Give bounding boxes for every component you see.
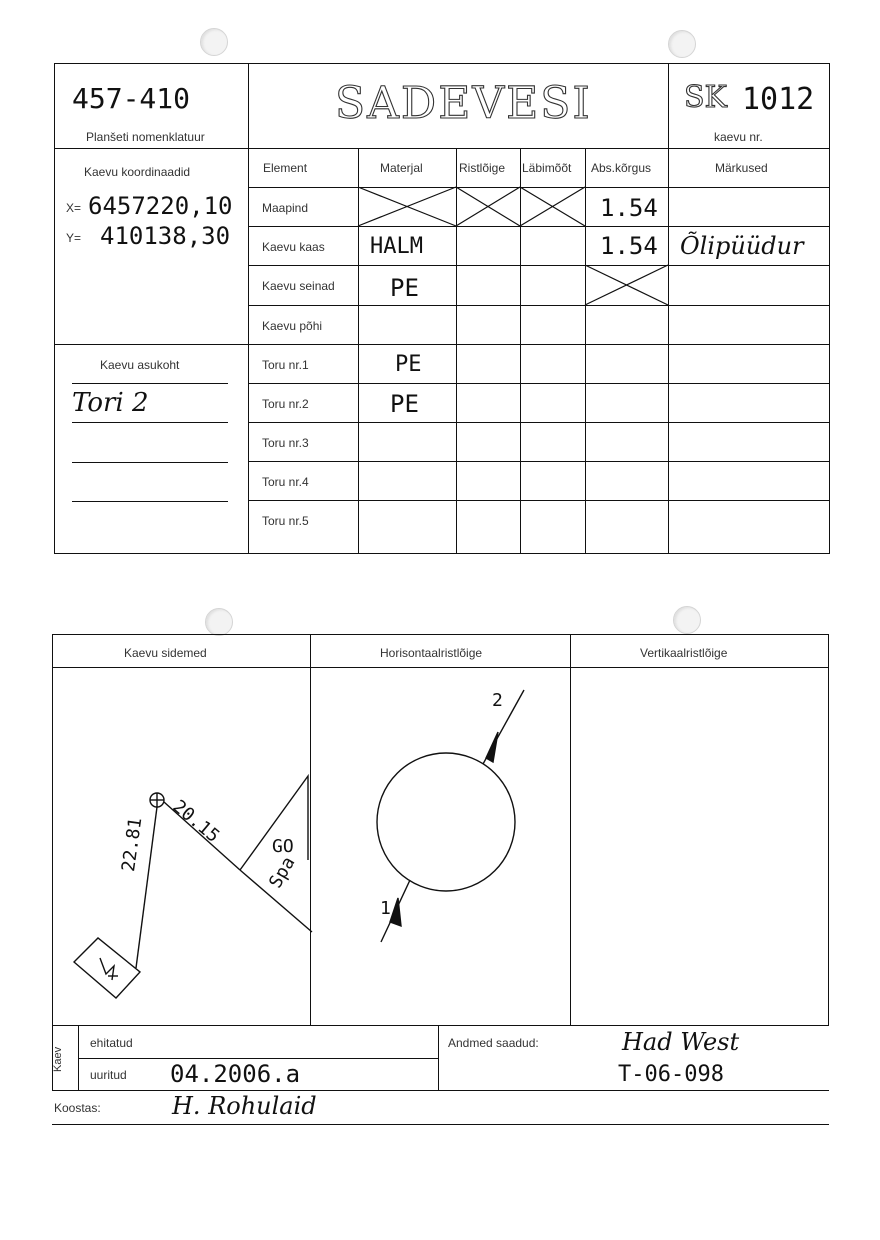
cell-abs-height: 1.54 bbox=[600, 194, 658, 222]
compiler-label: Koostas: bbox=[54, 1101, 101, 1115]
built-label: ehitatud bbox=[90, 1036, 133, 1050]
panel-title-horizontal-section: Horisontaalristlõige bbox=[380, 646, 483, 660]
x-prefix: X= bbox=[66, 201, 82, 215]
data-code: T-06-098 bbox=[618, 1062, 724, 1087]
col-header-abs-height: Abs.kõrgus bbox=[591, 161, 652, 175]
building-label: GO bbox=[272, 836, 294, 857]
col-header-diameter: Läbimõõt bbox=[522, 161, 572, 175]
compiler-name: H. Rohulaid bbox=[172, 1092, 317, 1120]
coordinates-label: Kaevu koordinaadid bbox=[84, 165, 191, 179]
table-row-element: Toru nr.2 bbox=[262, 397, 309, 411]
table-row-element: Toru nr.1 bbox=[262, 358, 309, 372]
table-row-element: Kaevu kaas bbox=[262, 240, 325, 254]
table-row-element: Toru nr.4 bbox=[262, 475, 309, 489]
table-row-element: Kaevu seinad bbox=[262, 279, 335, 293]
plan-number: 457-410 bbox=[72, 82, 191, 115]
side-label-well: Kaev bbox=[52, 1046, 64, 1072]
table-row-element: Kaevu põhi bbox=[262, 319, 323, 333]
location-label: Kaevu asukoht bbox=[100, 358, 180, 372]
col-header-cross-section: Ristlõige bbox=[459, 161, 506, 175]
cell-notes: Õlipüüdur bbox=[680, 232, 804, 260]
dimension-label: 20.15 bbox=[168, 796, 224, 847]
table-row-element: Toru nr.3 bbox=[262, 436, 309, 450]
y-coordinate: 410138,30 bbox=[100, 222, 231, 250]
dimension-label: 22.81 bbox=[118, 816, 147, 873]
well-number-digits: 1012 bbox=[742, 82, 815, 117]
cell-material: PE bbox=[395, 352, 422, 377]
x-coordinate: 6457220,10 bbox=[88, 192, 233, 220]
pipe-number: 2 bbox=[492, 690, 503, 711]
col-header-element: Element bbox=[263, 161, 308, 175]
table-row-element: Maapind bbox=[262, 201, 309, 215]
col-header-notes: Märkused bbox=[715, 161, 768, 175]
data-signature: Had West bbox=[622, 1028, 740, 1056]
panel-title-connections: Kaevu sidemed bbox=[124, 646, 207, 660]
y-prefix: Y= bbox=[66, 231, 82, 245]
cell-material: PE bbox=[390, 390, 419, 418]
cell-material: HALM bbox=[370, 234, 423, 259]
data-source-label: Andmed saadud: bbox=[448, 1036, 539, 1050]
surveyed-value: 04.2006.a bbox=[170, 1060, 301, 1088]
cell-material: PE bbox=[390, 274, 419, 302]
well-number-prefix: SK bbox=[684, 80, 727, 115]
panel-title-vertical-section: Vertikaalristlõige bbox=[640, 646, 728, 660]
plan-label: Planšeti nomenklatuur bbox=[86, 130, 205, 144]
location-line-1: Tori 2 bbox=[72, 388, 149, 418]
table-row-element: Toru nr.5 bbox=[262, 514, 309, 528]
surveyed-label: uuritud bbox=[90, 1068, 127, 1082]
building-label: Spa bbox=[265, 853, 300, 892]
well-label: kaevu nr. bbox=[714, 130, 763, 144]
page-title: SADEVESI bbox=[335, 78, 592, 129]
cell-abs-height: 1.54 bbox=[600, 232, 658, 260]
col-header-material: Materjal bbox=[380, 161, 423, 175]
pipe-number: 1 bbox=[380, 898, 391, 919]
